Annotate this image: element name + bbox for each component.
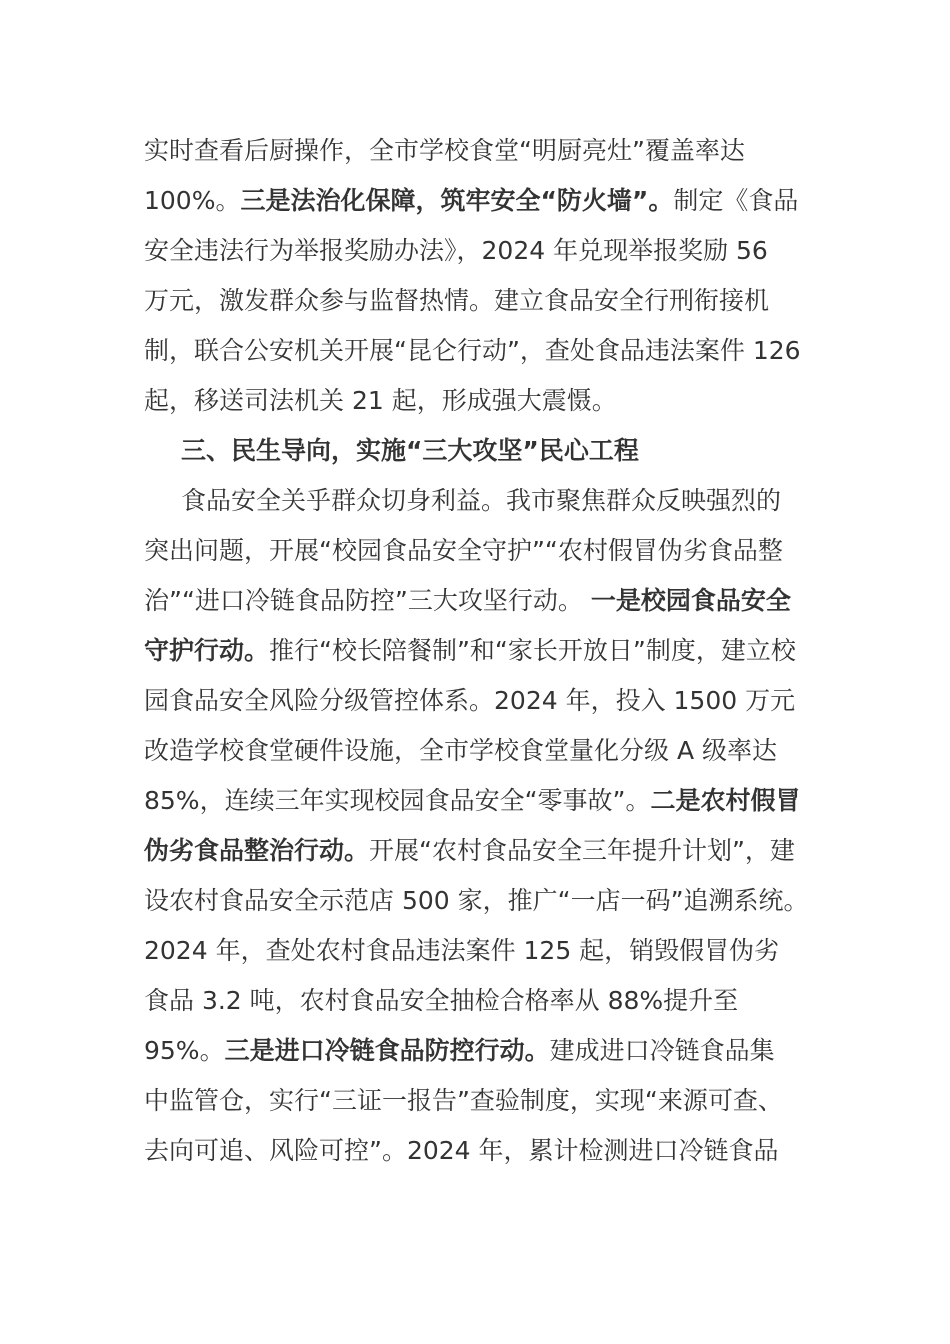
text-line [144, 1076, 814, 1126]
bold-text-segment: 三是进口冷链食品防控行动。 [224, 1036, 550, 1065]
text-line [144, 1026, 814, 1076]
text-segment: 95%。 [144, 1036, 225, 1065]
text-line [144, 876, 814, 926]
text-segment: 万元，激发群众参与监督热情。建立食品安全行刑衔接机 [144, 286, 770, 315]
text-segment: 园食品安全风险分级管控体系。2024 年，投入 1500 万元 [144, 686, 796, 715]
text-segment: 突出问题，开展“校园食品安全守护”“农村假冒伪劣食品整 [144, 536, 783, 565]
text-segment: 设农村食品安全示范店 500 家，推广“一店一码”追溯系统。 [144, 886, 809, 915]
text-line [144, 426, 814, 476]
text-segment: 起，移送司法机关 21 起，形成强大震慑。 [144, 386, 617, 415]
text-line [144, 326, 814, 376]
text-segment: 食品 3.2 吨，农村食品安全抽检合格率从 88%提升至 [144, 986, 739, 1015]
bold-text-segment: 三、民生导向，实施“三大攻坚”民心工程 [181, 436, 639, 465]
text-segment: 100%。 [144, 186, 241, 215]
text-line [144, 676, 814, 726]
text-segment: 改造学校食堂硬件设施，全市学校食堂量化分级 A 级率达 [144, 736, 777, 765]
text-segment: 2024 年，查处农村食品违法案件 125 起，销毁假冒伪劣 [144, 936, 780, 965]
bold-text-segment: 三是法治化保障，筑牢安全“防火墙”。 [240, 186, 674, 215]
text-line [144, 376, 814, 426]
bold-text-segment: 守护行动。 [144, 636, 270, 665]
text-line [144, 126, 814, 176]
text-line [144, 576, 814, 626]
text-segment: 食品安全关乎群众切身利益。我市聚焦群众反映强烈的 [181, 486, 782, 515]
text-segment: 安全违法行为举报奖励办法》，2024 年兑现举报奖励 56 [144, 236, 768, 265]
text-line [144, 1126, 814, 1176]
text-segment: 治”“进口冷链食品防控”三大攻坚行动。 [144, 586, 591, 615]
text-line [144, 226, 814, 276]
text-line [144, 476, 814, 526]
text-line [144, 526, 814, 576]
text-line [144, 976, 814, 1026]
text-segment: 中监管仓，实行“三证一报告”查验制度，实现“来源可查、 [144, 1086, 783, 1115]
document-body [144, 126, 814, 1176]
text-line [144, 776, 814, 826]
text-line [144, 726, 814, 776]
text-segment: 实时查看后厨操作，全市学校食堂“明厨亮灶”覆盖率达 [144, 136, 745, 165]
text-line [144, 276, 814, 326]
text-line [144, 176, 814, 226]
bold-text-segment: 伪劣食品整治行动。 [144, 836, 370, 865]
text-line [144, 826, 814, 876]
text-segment: 推行“校长陪餐制”和“家长开放日”制度，建立校 [269, 636, 796, 665]
text-segment: 制定《食品 [673, 186, 799, 215]
text-segment: 建成进口冷链食品集 [549, 1036, 775, 1065]
text-segment: 制，联合公安机关开展“昆仑行动”，查处食品违法案件 126 [144, 336, 801, 365]
text-line [144, 626, 814, 676]
bold-text-segment: 一是校园食品安全 [590, 586, 791, 615]
text-segment: 开展“农村食品安全三年提升计划”，建 [369, 836, 795, 865]
text-segment: 85%，连续三年实现校园食品安全“零事故”。 [144, 786, 651, 815]
bold-text-segment: 二是农村假冒 [650, 786, 801, 815]
text-line [144, 926, 814, 976]
text-segment: 去向可追、风险可控”。2024 年，累计检测进口冷链食品 [144, 1136, 779, 1165]
